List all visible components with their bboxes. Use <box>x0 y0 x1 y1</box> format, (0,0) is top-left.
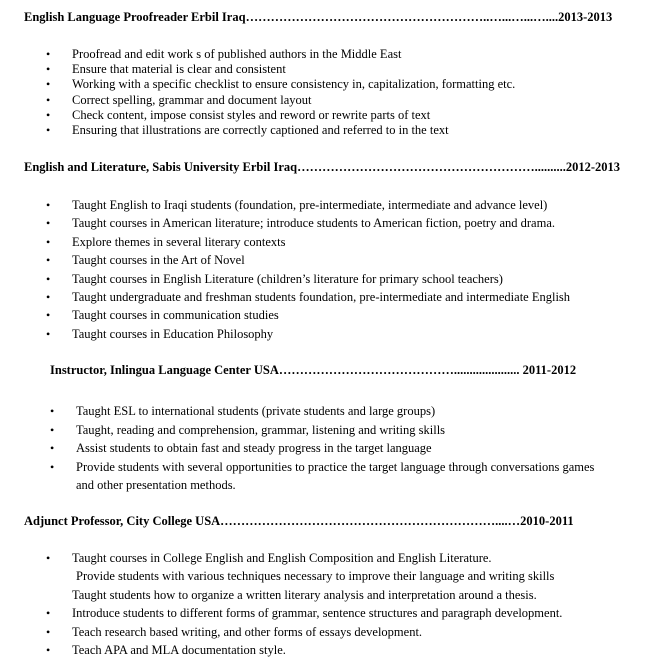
list-item: • Proofread and edit work s of published authors in the Middle East <box>46 47 402 61</box>
bullet-icon: • <box>46 624 51 639</box>
duties-list-sabis <box>46 196 571 343</box>
job-heading-sabis <box>24 160 620 175</box>
list-item: • Taught English to Iraqi students (foundation, pre-intermediate, intermediate and advance level) <box>72 196 570 214</box>
bullet-icon: • <box>46 77 51 92</box>
list-item: • Taught courses in College English and English Composition and English Literature. <box>72 549 562 567</box>
list-item: • Taught ESL to international students (private students and large groups) <box>76 402 594 421</box>
job-dates: 2012-2013 <box>565 160 620 174</box>
bullet-icon: • <box>50 459 55 474</box>
bullet-icon: • <box>46 290 51 305</box>
bullet-icon: • <box>46 92 51 107</box>
leader-dots: ……………………………………..................... <box>278 363 520 377</box>
job-title: Adjunct Professor, City College USA <box>24 514 221 528</box>
list-item: • Ensure that material is clear and consistent <box>46 62 286 77</box>
list-item-subline: Taught students how to organize a written literary analysis and interpretation around a thesis. <box>72 587 537 602</box>
bullet-icon: • <box>46 271 51 286</box>
list-item: • Correct spelling, grammar and document layout <box>46 92 312 107</box>
list-item: • Taught courses in communication studies <box>72 306 570 324</box>
bullet-icon: • <box>50 441 55 456</box>
bullet-icon: • <box>46 606 51 621</box>
list-item: • Taught courses in the Art of Novel <box>72 251 570 269</box>
job-dates: 2011-2012 <box>522 363 577 377</box>
list-item: • Taught undergraduate and freshman students foundation, pre-intermediate and intermediate English <box>72 288 570 306</box>
list-item: • Ensuring that illustrations are correctly captioned and referred to in the text <box>46 123 449 138</box>
list-item: • Taught courses in English Literature (children’s literature for primary school teachers) <box>72 270 570 288</box>
bullet-icon: • <box>46 198 51 212</box>
list-item: • Check content, impose consist styles and reword or rewrite parts of text <box>46 107 431 122</box>
list-item-continuation: and other presentation methods. <box>76 478 236 493</box>
list-item: • Taught courses in Education Philosophy <box>72 325 570 343</box>
list-item: • Taught courses in American literature; introduce students to American fiction, poetry and drama. <box>72 214 570 232</box>
bullet-icon: • <box>46 551 51 565</box>
job-title: English Language Proofreader Erbil Iraq <box>24 10 246 24</box>
duties-list-inlingua <box>50 402 595 495</box>
bullet-icon: • <box>50 404 55 418</box>
job-heading-proofreader <box>24 10 612 25</box>
list-item: • Assist students to obtain fast and steady progress in the target language <box>76 439 594 458</box>
leader-dots: …………………………………………………………....… <box>220 514 521 528</box>
bullet-icon: • <box>46 326 51 341</box>
bullet-icon: • <box>46 253 51 268</box>
bullet-icon: • <box>46 234 51 249</box>
list-item-subline: Provide students with various techniques necessary to improve their language and writing skills <box>76 569 555 584</box>
bullet-icon: • <box>46 62 51 77</box>
bullet-icon: • <box>46 107 51 122</box>
duties-list-proofreader <box>46 47 516 138</box>
bullet-icon: • <box>46 47 51 61</box>
bullet-icon: • <box>46 123 51 138</box>
list-item: • Introduce students to different forms of grammar, sentence structures and paragraph development. <box>72 604 562 622</box>
bullet-icon: • <box>46 216 51 231</box>
leader-dots: ………………………………………………….......... <box>297 160 566 174</box>
job-heading-city-college <box>24 514 574 529</box>
job-dates: 2013-2013 <box>558 10 613 24</box>
list-item: • Teach research based writing, and other forms of essays development. <box>72 623 562 641</box>
list-item: • Provide students with several opportunities to practice the target language through conversations games <box>76 458 594 477</box>
bullet-icon: • <box>50 422 55 437</box>
job-title: English and Literature, Sabis University Erbil Iraq <box>24 160 298 174</box>
list-item: • Teach APA and MLA documentation style. <box>72 641 562 659</box>
list-item: • Taught, reading and comprehension, grammar, listening and writing skills <box>76 421 594 440</box>
list-item: • Working with a specific checklist to ensure consistency in, capitalization, formatting etc. <box>46 77 516 92</box>
leader-dots: …………………………………………………..…...…...….... <box>245 10 559 24</box>
job-title: Instructor, Inlingua Language Center USA <box>50 363 279 377</box>
list-item: • Explore themes in several literary contexts <box>72 233 570 251</box>
bullet-icon: • <box>46 308 51 323</box>
job-heading-inlingua <box>50 363 576 378</box>
duties-list-city-college <box>46 549 563 659</box>
bullet-icon: • <box>46 643 51 658</box>
job-dates: 2010-2011 <box>520 514 574 528</box>
